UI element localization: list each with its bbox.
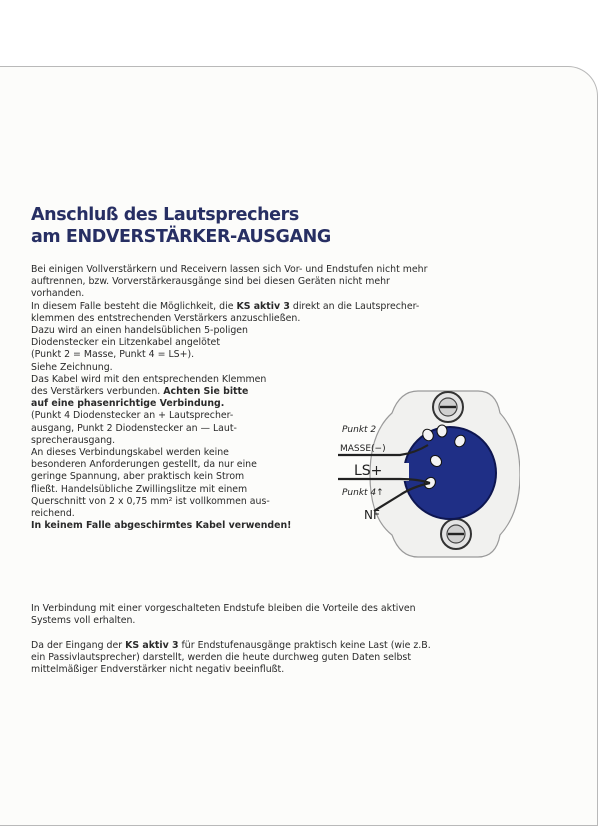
cable-line: Siehe Zeichnung. (31, 361, 113, 373)
eingang-paragraph (31, 640, 431, 677)
cable-text: des Verstärkers verbunden. (31, 386, 164, 398)
requirements-line: besonderen Anforderungen gestellt, da nur eine (31, 459, 257, 471)
product-name: KS aktiv 3 (236, 300, 290, 312)
cable-line: (Punkt 4 Diodenstecker an + Lautsprecher- (31, 410, 234, 422)
eingang-line: mittelmäßiger Endverstärker nicht negativ beeinflußt. (31, 664, 285, 676)
label-punkt2: Punkt 2 (342, 425, 377, 435)
requirements-line: reichend. (31, 508, 75, 520)
heading-line-2: am ENDVERSTÄRKER-AUSGANG (31, 227, 331, 247)
requirements-line: fließt. Handelsübliche Zwillingslitze mit einem (31, 483, 248, 495)
option-line (31, 301, 427, 313)
heading-line-1: Anschluß des Lautsprechers (31, 205, 299, 225)
label-ls: LS+ (354, 463, 383, 479)
mounting-screw-icon (441, 519, 471, 549)
vorteile-line: Systems voll erhalten. (31, 615, 136, 627)
requirements-line: Querschnitt von 2 x 0,75 mm² ist vollkommen aus- (31, 495, 270, 507)
cable-line: Dazu wird an einen handelsüblichen 5-poligen (31, 325, 248, 337)
label-punkt4: Punkt 4↑ (342, 488, 384, 498)
requirements-line: geringe Spannung, aber praktisch kein Strom (31, 471, 245, 483)
cable-warning: In keinem Falle abgeschirmtes Kabel verwenden! (31, 520, 292, 532)
cable-line: Das Kabel wird mit den entsprechenden Klemmen (31, 373, 267, 385)
eingang-line: ein Passivlautsprecher) darstellt, werden die heute durchweg guten Daten selbst (31, 652, 411, 664)
eingang-text: Da der Eingang der (31, 640, 126, 651)
vorteile-paragraph (31, 603, 416, 627)
cable-line: sprecherausgang. (31, 434, 116, 446)
phase-notice: Achten Sie bitte (163, 386, 249, 398)
intro-line: auftrennen, bzw. Vorverstärkerausgänge sind bei diesen Geräten nicht mehr (31, 276, 390, 288)
intro-line: Bei einigen Vollverstärkern und Receivern lassen sich Vor- und Endstufen nicht mehr (31, 264, 428, 275)
option-text: In diesem Falle besteht die Möglichkeit, die (31, 300, 237, 312)
label-nf: NF (364, 508, 380, 522)
requirements-line: An dieses Verbindungskabel werden keine (31, 447, 229, 459)
din-plug-diagram (330, 383, 520, 563)
vorteile-line: In Verbindung mit einer vorgeschalteten Endstufe bleiben die Vorteile des aktiven (31, 603, 416, 614)
page-heading (31, 204, 331, 248)
intro-line: vorhanden. (31, 288, 85, 300)
eingang-line (31, 640, 431, 652)
option-line: klemmen des entstrechenden Verstärkers anzuschließen. (31, 312, 301, 324)
product-name: KS aktiv 3 (125, 640, 179, 651)
phase-notice: auf eine phasenrichtige Verbindung. (31, 398, 225, 410)
eingang-text: für Endstufenausgänge praktisch keine Last (wie z.B. (178, 640, 431, 651)
mounting-screw-icon (433, 392, 463, 422)
label-masse: MASSE(−) (340, 444, 386, 454)
option-text: direkt an die Lautsprecher- (289, 300, 420, 312)
cable-line: ausgang, Punkt 2 Diodenstecker an — Laut- (31, 422, 237, 434)
cable-line: Diodenstecker ein Litzenkabel angelötet (31, 337, 221, 349)
top-margin (0, 0, 613, 66)
cable-line: (Punkt 2 = Masse, Punkt 4 = LS+). (31, 349, 195, 361)
